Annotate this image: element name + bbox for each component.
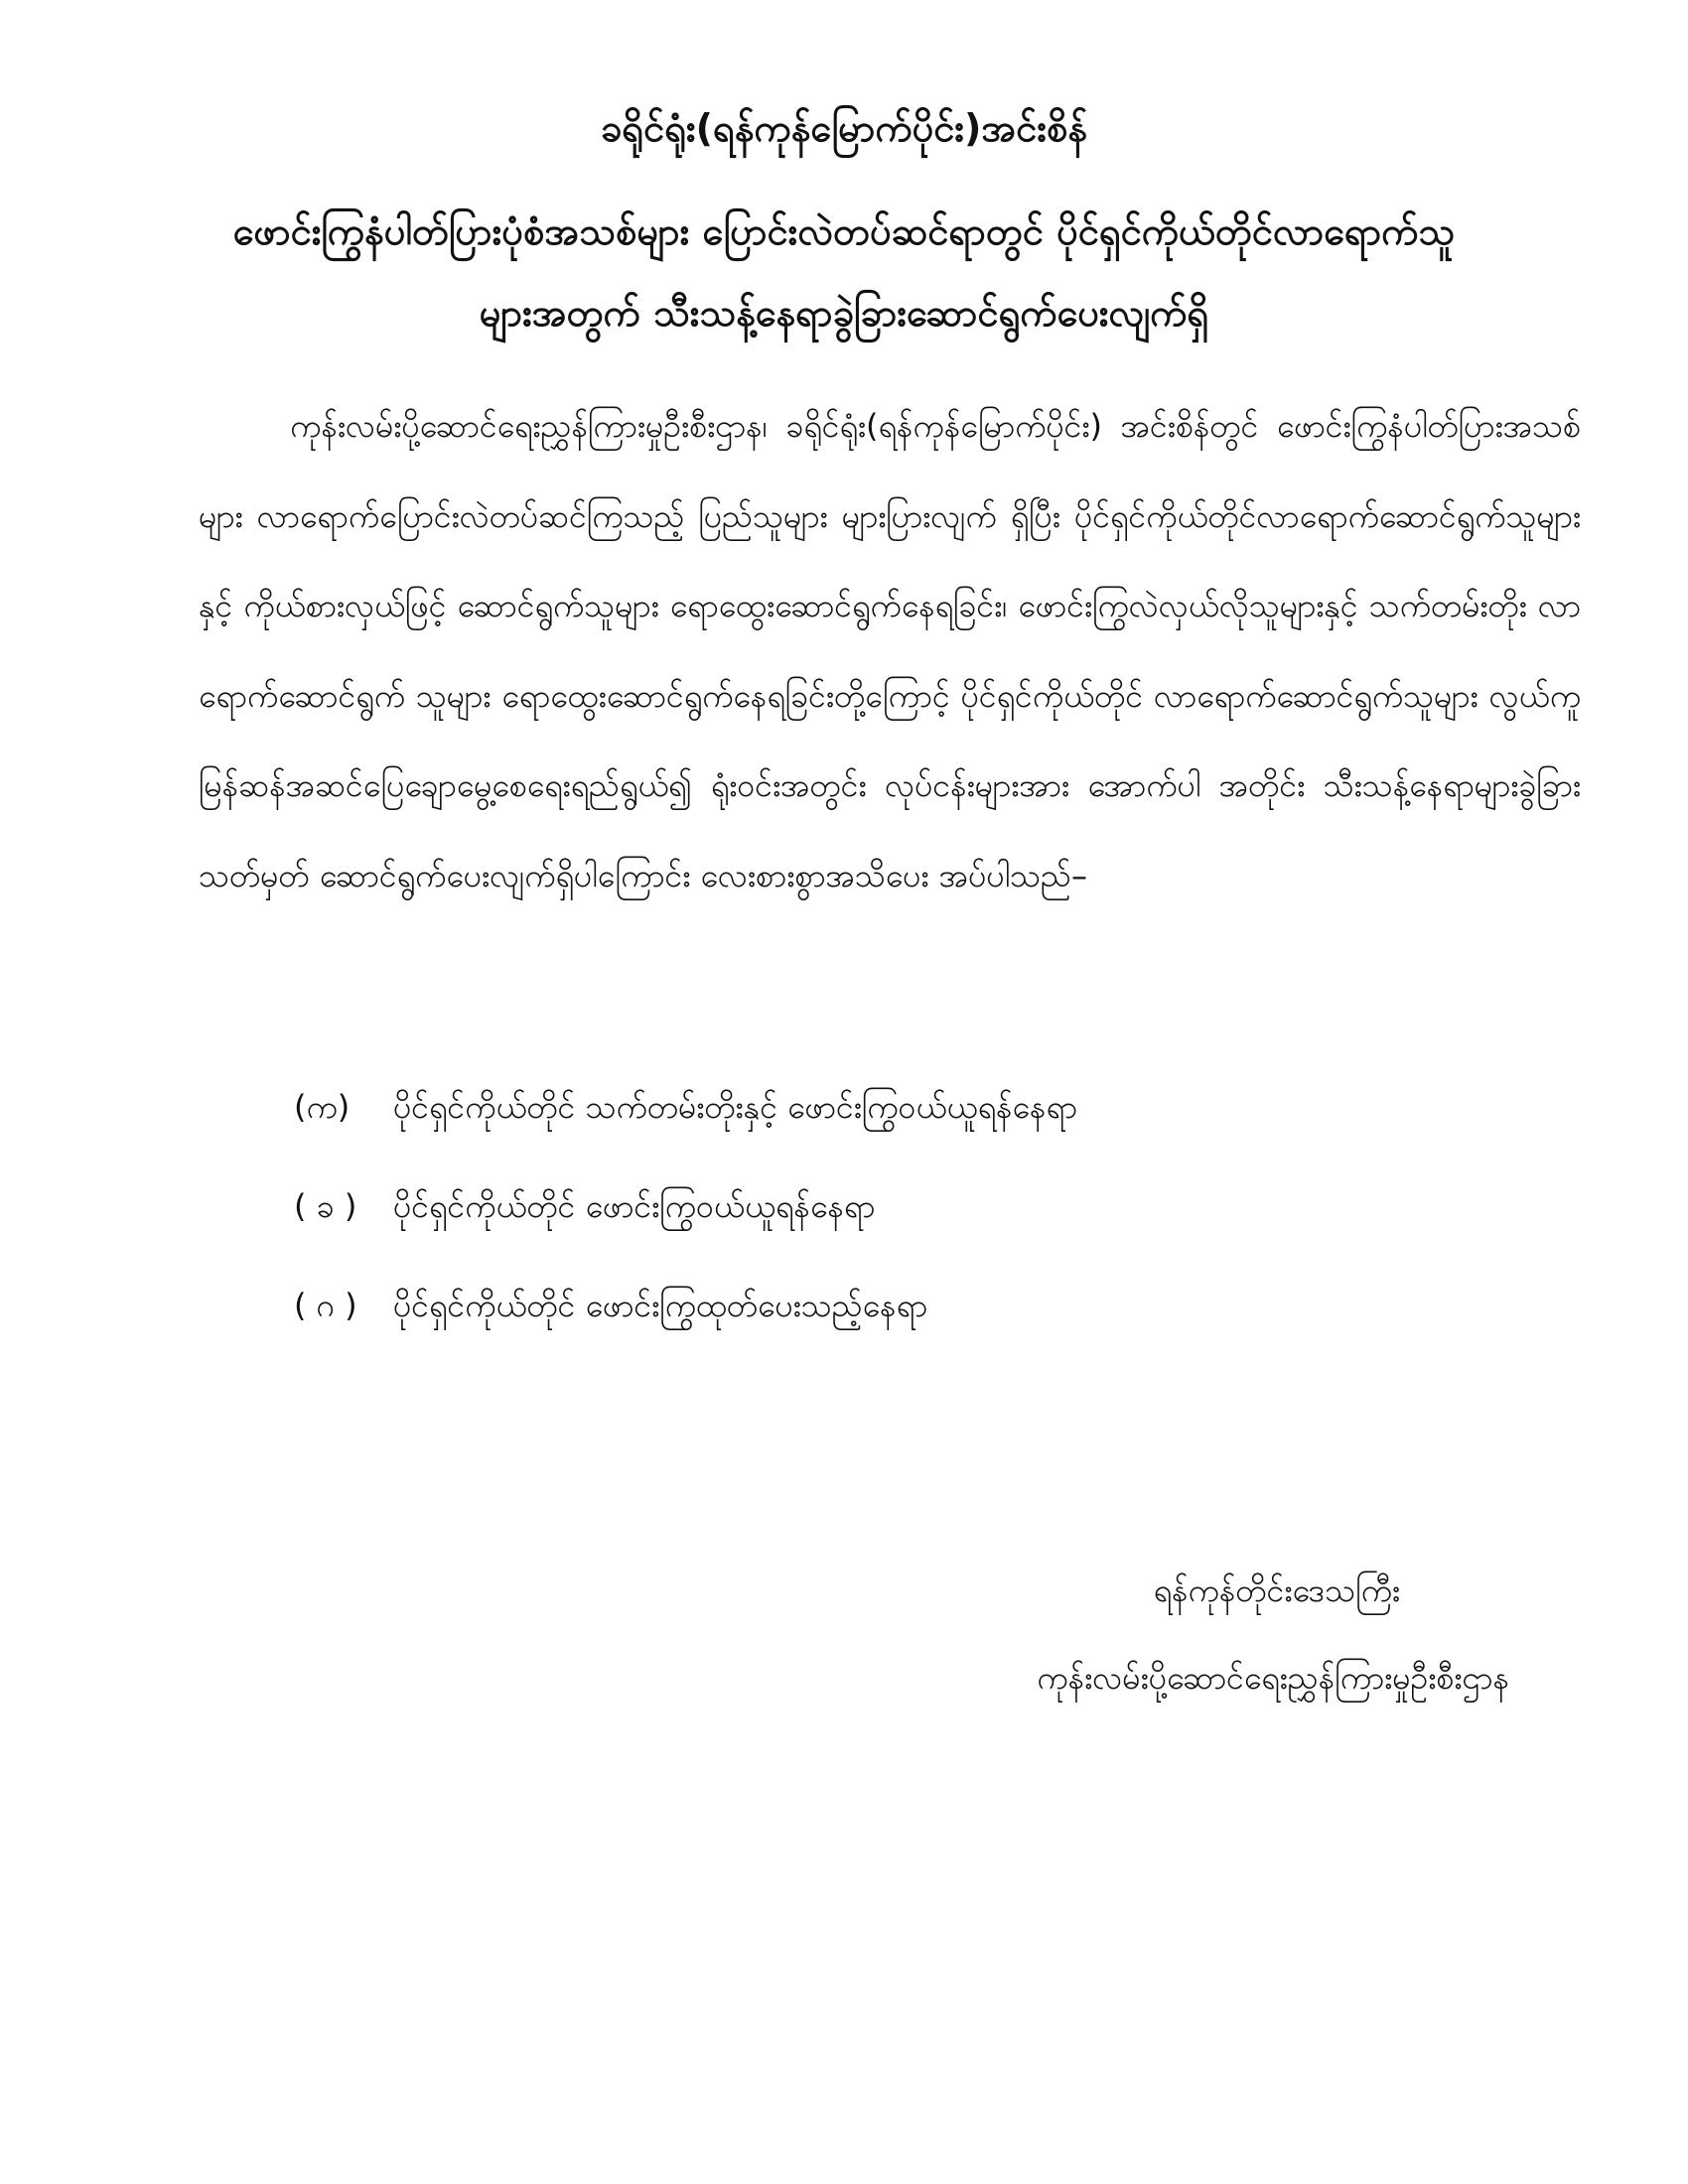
location-list xyxy=(294,1060,1535,1358)
list-marker: ( ခ ) xyxy=(294,1187,357,1225)
list-item-text: ပိုင်ရှင်ကိုယ်တိုင် ဖောင်းကြွဝယ်ယူရန်နေရာ xyxy=(393,1187,876,1225)
document-title-line-3: များအတွက် သီးသန့်နေရာခွဲခြားဆောင်ရွက်ပေးလျက်ရှိ xyxy=(479,291,1209,335)
document-title-line-1: ခရိုင်ရုံး(ရန်ကုန်မြောက်ပိုင်း)အင်းစိန် xyxy=(600,106,1088,150)
body-paragraph: ကုန်းလမ်းပို့ဆောင်ရေးညွှန်ကြားမှုဦးစီးဌာန၊ ခရိုင်ရုံး(ရန်ကုန်မြောက်ပိုင်း) အင်းစိန်တွင် ဖောင်းကြွနံပါတ်ပြားအသစ်များ လာရောက်ပြောင်းလဲတပ်ဆင်ကြသည့် ပြည်သူများ များပြားလျက် ရှိပြီး ပိုင်ရှင်ကိုယ်တိုင်လာရောက်ဆောင်ရွက်သူများနှင့် ကိုယ်စားလှယ်ဖြင့် ဆောင်ရွက်သူများ ရောထွေးဆောင်ရွက်နေရခြင်း၊ ဖောင်းကြွလဲလှယ်လိုသူများနှင့် သက်တမ်းတိုး လာရောက်ဆောင်ရွက် သူများ ရောထွေးဆောင်ရွက်နေရခြင်းတို့ကြောင့် ပိုင်ရှင်ကိုယ်တိုင် လာရောက်ဆောင်ရွက်သူများ လွယ်ကူမြန်ဆန်အဆင်ပြေချောမွေ့စေရေးရည်ရွယ်၍ ရုံးဝင်းအတွင်း လုပ်ငန်းများအား အောက်ပါ အတိုင်း သီးသန့်နေရာများခွဲခြားသတ်မှတ် ဆောင်ရွက်ပေးလျက်ရှိပါကြောင်း လေးစားစွာအသိပေး အပ်ပါသည်– xyxy=(199,407,1582,894)
list-marker: (က) xyxy=(294,1088,351,1126)
list-item-text: ပိုင်ရှင်ကိုယ်တိုင် ဖောင်းကြွထုတ်ပေးသည့်နေရာ xyxy=(393,1287,928,1324)
signature-department: ကုန်းလမ်းပို့ဆောင်ရေးညွှန်ကြားမှုဦးစီးဌာန xyxy=(1037,1659,1509,1697)
list-marker: ( ဂ ) xyxy=(294,1287,357,1324)
list-item xyxy=(294,1160,1535,1259)
signature-region: ရန်ကုန်တိုင်းဒေသကြီး xyxy=(1153,1571,1400,1609)
document-title-line-2: ဖောင်းကြွနံပါတ်ပြားပုံစံအသစ်များ ပြောင်းလဲတပ်ဆင်ရာတွင် ပိုင်ရှင်ကိုယ်တိုင်လာရောက်သူ xyxy=(232,209,1456,253)
list-item-text: ပိုင်ရှင်ကိုယ်တိုင် သက်တမ်းတိုးနှင့် ဖောင်းကြွဝယ်ယူရန်နေရာ xyxy=(393,1088,1077,1126)
list-item xyxy=(294,1259,1535,1358)
list-item xyxy=(294,1060,1535,1160)
